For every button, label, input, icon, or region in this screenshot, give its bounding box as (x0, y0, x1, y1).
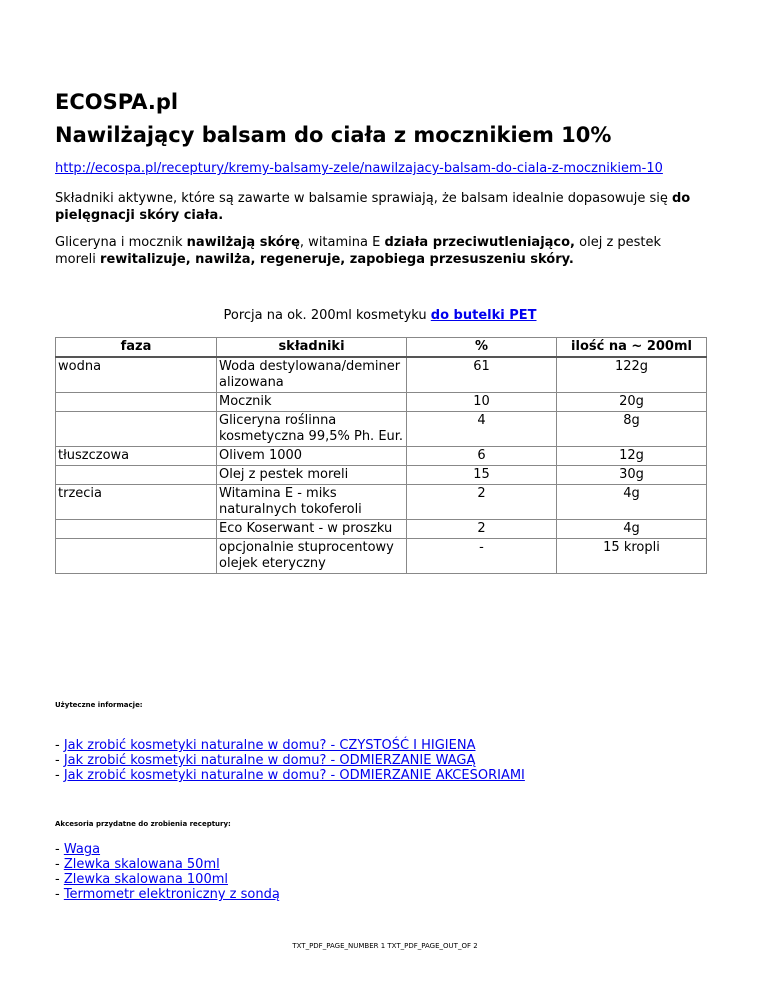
phase-cell: wodna (56, 357, 217, 393)
table-row (56, 539, 707, 574)
list-dash: - (55, 842, 64, 857)
amount-cell: 8g (557, 412, 707, 447)
amount-cell: 30g (557, 466, 707, 485)
list-dash: - (55, 872, 64, 887)
amount-cell: 4g (557, 485, 707, 520)
intro-p2-a: Gliceryna i mocznik (55, 235, 187, 250)
list-dash: - (55, 753, 64, 768)
phase-cell (56, 466, 217, 485)
ingredient-cell: Woda destylowana/demineralizowana (217, 357, 407, 393)
list-dash: - (55, 738, 64, 753)
list-item (55, 738, 525, 753)
ingredient-cell: Eco Koserwant - w proszku (217, 520, 407, 539)
intro-p2-f: rewitalizuje, nawilża, regeneruje, zapobiega przesuszeniu skóry. (100, 252, 574, 267)
intro-p2-c: , witamina E (299, 235, 385, 250)
percent-cell: - (407, 539, 557, 574)
table-row (56, 357, 707, 393)
percent-cell: 2 (407, 485, 557, 520)
beaker-50ml-link[interactable]: Zlewka skalowana 50ml (63, 857, 220, 872)
page-footer: TXT_PDF_PAGE_NUMBER 1 TXT_PDF_PAGE_OUT_OF 2 (292, 942, 478, 950)
table-row (56, 485, 707, 520)
ingredient-cell: Olivem 1000 (217, 447, 407, 466)
percent-cell: 15 (407, 466, 557, 485)
list-dash: - (55, 857, 64, 872)
portion-line (55, 308, 705, 323)
amount-cell: 4g (557, 520, 707, 539)
phase-cell (56, 539, 217, 574)
accessories-heading: Akcesoria przydatne do zrobienia receptury: (55, 820, 231, 828)
guide-scale-link[interactable]: Jak zrobić kosmetyki naturalne w domu? - ODMIERZANIE WAGĄ (63, 753, 476, 768)
amount-cell: 12g (557, 447, 707, 466)
source-url-link[interactable]: http://ecospa.pl/receptury/kremy-balsamy-zele/nawilzajacy-balsam-do-ciala-z-mocznikiem-10 (55, 161, 663, 176)
header-phase: faza (56, 338, 217, 358)
table-row (56, 412, 707, 447)
intro-p2-d: działa przeciwutleniająco, (384, 235, 575, 250)
table-header-row (56, 338, 707, 358)
table-row (56, 520, 707, 539)
intro-p1-text: Składniki aktywne, które są zawarte w balsamie sprawiają, że balsam idealnie dopasowuje się (55, 191, 672, 206)
ingredient-cell: opcjonalnie stuprocentowy olejek eteryczny (217, 539, 407, 574)
table-row (56, 466, 707, 485)
intro-paragraph-1 (55, 190, 705, 224)
header-ingredients: składniki (217, 338, 407, 358)
list-item (55, 872, 280, 887)
list-item (55, 842, 280, 857)
scale-link[interactable]: Waga (63, 842, 101, 857)
site-title: ECOSPA.pl (55, 90, 179, 114)
amount-cell: 122g (557, 357, 707, 393)
amount-cell: 20g (557, 393, 707, 412)
guide-hygiene-link[interactable]: Jak zrobić kosmetyki naturalne w domu? - CZYSTOŚĆ I HIGIENA (63, 738, 476, 753)
header-percent: % (407, 338, 557, 358)
phase-cell: tłuszczowa (56, 447, 217, 466)
percent-cell: 2 (407, 520, 557, 539)
ingredients-table (55, 337, 707, 574)
useful-info-heading: Użyteczne informacje: (55, 701, 143, 709)
phase-cell: trzecia (56, 485, 217, 520)
ingredient-cell: Witamina E - miks naturalnych tokoferoli (217, 485, 407, 520)
header-amount: ilość na ~ 200ml (557, 338, 707, 358)
list-item (55, 887, 280, 902)
list-dash: - (55, 887, 64, 902)
portion-text: Porcja na ok. 200ml kosmetyku (223, 308, 431, 323)
list-item (55, 768, 525, 783)
thermometer-link[interactable]: Termometr elektroniczny z sondą (63, 887, 280, 902)
guide-accessories-link[interactable]: Jak zrobić kosmetyki naturalne w domu? - ODMIERZANIE AKCESORIAMI (63, 768, 525, 783)
ingredient-cell: Olej z pestek moreli (217, 466, 407, 485)
ingredient-cell: Mocznik (217, 393, 407, 412)
percent-cell: 61 (407, 357, 557, 393)
list-dash: - (55, 768, 64, 783)
list-item (55, 753, 525, 768)
percent-cell: 6 (407, 447, 557, 466)
phase-cell (56, 412, 217, 447)
phase-cell (56, 520, 217, 539)
percent-cell: 4 (407, 412, 557, 447)
recipe-title: Nawilżający balsam do ciała z mocznikiem 10% (55, 123, 612, 147)
ingredient-cell: Gliceryna roślinna kosmetyczna 99,5% Ph. Eur. (217, 412, 407, 447)
intro-p1-bold: do pielęgnacji skóry ciała. (55, 191, 691, 223)
table-row (56, 393, 707, 412)
phase-cell (56, 393, 217, 412)
amount-cell: 15 kropli (557, 539, 707, 574)
accessories-list (55, 842, 280, 902)
list-item (55, 857, 280, 872)
intro-p2-e: olej z pestek moreli (55, 235, 662, 267)
table-row (56, 447, 707, 466)
intro-p2-b: nawilżają skórę (186, 235, 300, 250)
useful-info-list (55, 738, 525, 783)
intro-paragraph-2 (55, 234, 705, 268)
pet-bottle-link[interactable]: do butelki PET (430, 308, 537, 323)
percent-cell: 10 (407, 393, 557, 412)
beaker-100ml-link[interactable]: Zlewka skalowana 100ml (63, 872, 229, 887)
